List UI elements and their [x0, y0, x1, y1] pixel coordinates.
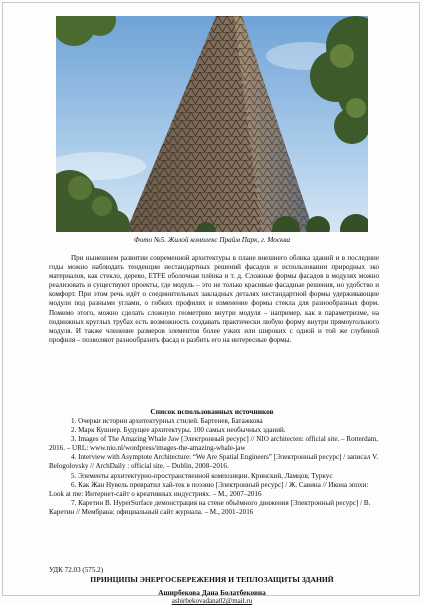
- photo-caption: Фото №5. Жилой комплекс Прайм Парк, г. Москва: [133, 236, 291, 244]
- building-photo: [56, 16, 368, 232]
- reference-item: 7. Каретин В. HyperSurface демонстрация на стене объёмного движения [Электронный ресурс] / В. Каретин // Мембрана: официальный сайт журнала. – М., 2001–2016: [49, 498, 371, 516]
- references-list: [49, 417, 379, 517]
- body-text: [49, 254, 379, 345]
- reference-item: 5. Элементы архитектурно-пространственной композиции. Кринский, Ламцов, Туркус: [71, 471, 333, 480]
- article-title: ПРИНЦИПЫ ЭНЕРГОСБЕРЕЖЕНИЯ И ТЕПЛОЗАЩИТЫ ЗДАНИЙ: [90, 575, 334, 584]
- author-email-link[interactable]: ashirbekovadana02@mail.ru: [171, 597, 253, 605]
- reference-item: 1. Очерки истории архитектурных стилей. Бартенев, Батажкова: [71, 417, 263, 425]
- references-title: Список использованных источников: [150, 407, 274, 416]
- reference-item: 6. Как Жан Нувель превратил хай-тек в поэзию [Электронный ресурс] / Ж. Савина // Икона эпохи: Look at me: Интернет-сайт о креативных индустриях. – М., 2007–2016: [49, 480, 369, 498]
- udc-code: УДК 72.03 (575.2): [49, 566, 104, 574]
- reference-item: 3. Images of The Amazing Whale Jaw [Электронный ресурс] // NIO architecten: official site. – Rotterdam, 2016. – URL: www.nio.nl/wordpress/images-the-amazing-whale-jaw: [49, 435, 379, 453]
- body-paragraph: При нынешнем развитии современной архитектуры в плане внешнего облика зданий и в последние годы можно наблюдать тенденции нестандартных решений фасадов и использовании природных эко материалов, как стекло, дерево, ETFE оболочная плёнка и т. д. Сложные формы фасадов в модулях можно реализовать и существуют проекты, где модуль – это не только красивые фасадные решения, но удобство и комфорт. При этом речь идёт о соединительных закладных деталях нестандартной формы удерживающие модули под разными углами, о гибких профилях и изменение формы стекла для разнообразных форм. Помимо этого, можно сделать сложную геометрию внутри модуля – например, как в параметризме, на подвижных круглых трубах есть возможность создавать практически любую форму внутри прямоугольного модуля. И также членение размеров элементов более узких или широких с одной и той же глубиной профиля – позволяют разнообразить фасад и разбить его на интересные формы.: [49, 254, 379, 344]
- reference-item: 4. Interview with Asymptote Architecture: “We Are Spatial Engineers” [Электронный ресурс] / записал V. Belogolovsky // ArchDaily : official site. – Dublin, 2008–2016.: [49, 453, 379, 471]
- reference-item: 2. Марк Кушнер. Будущее архитектуры. 100 самых необычных зданий.: [71, 426, 286, 435]
- author-name: Аширбекова Дана Болатбековна: [158, 588, 266, 597]
